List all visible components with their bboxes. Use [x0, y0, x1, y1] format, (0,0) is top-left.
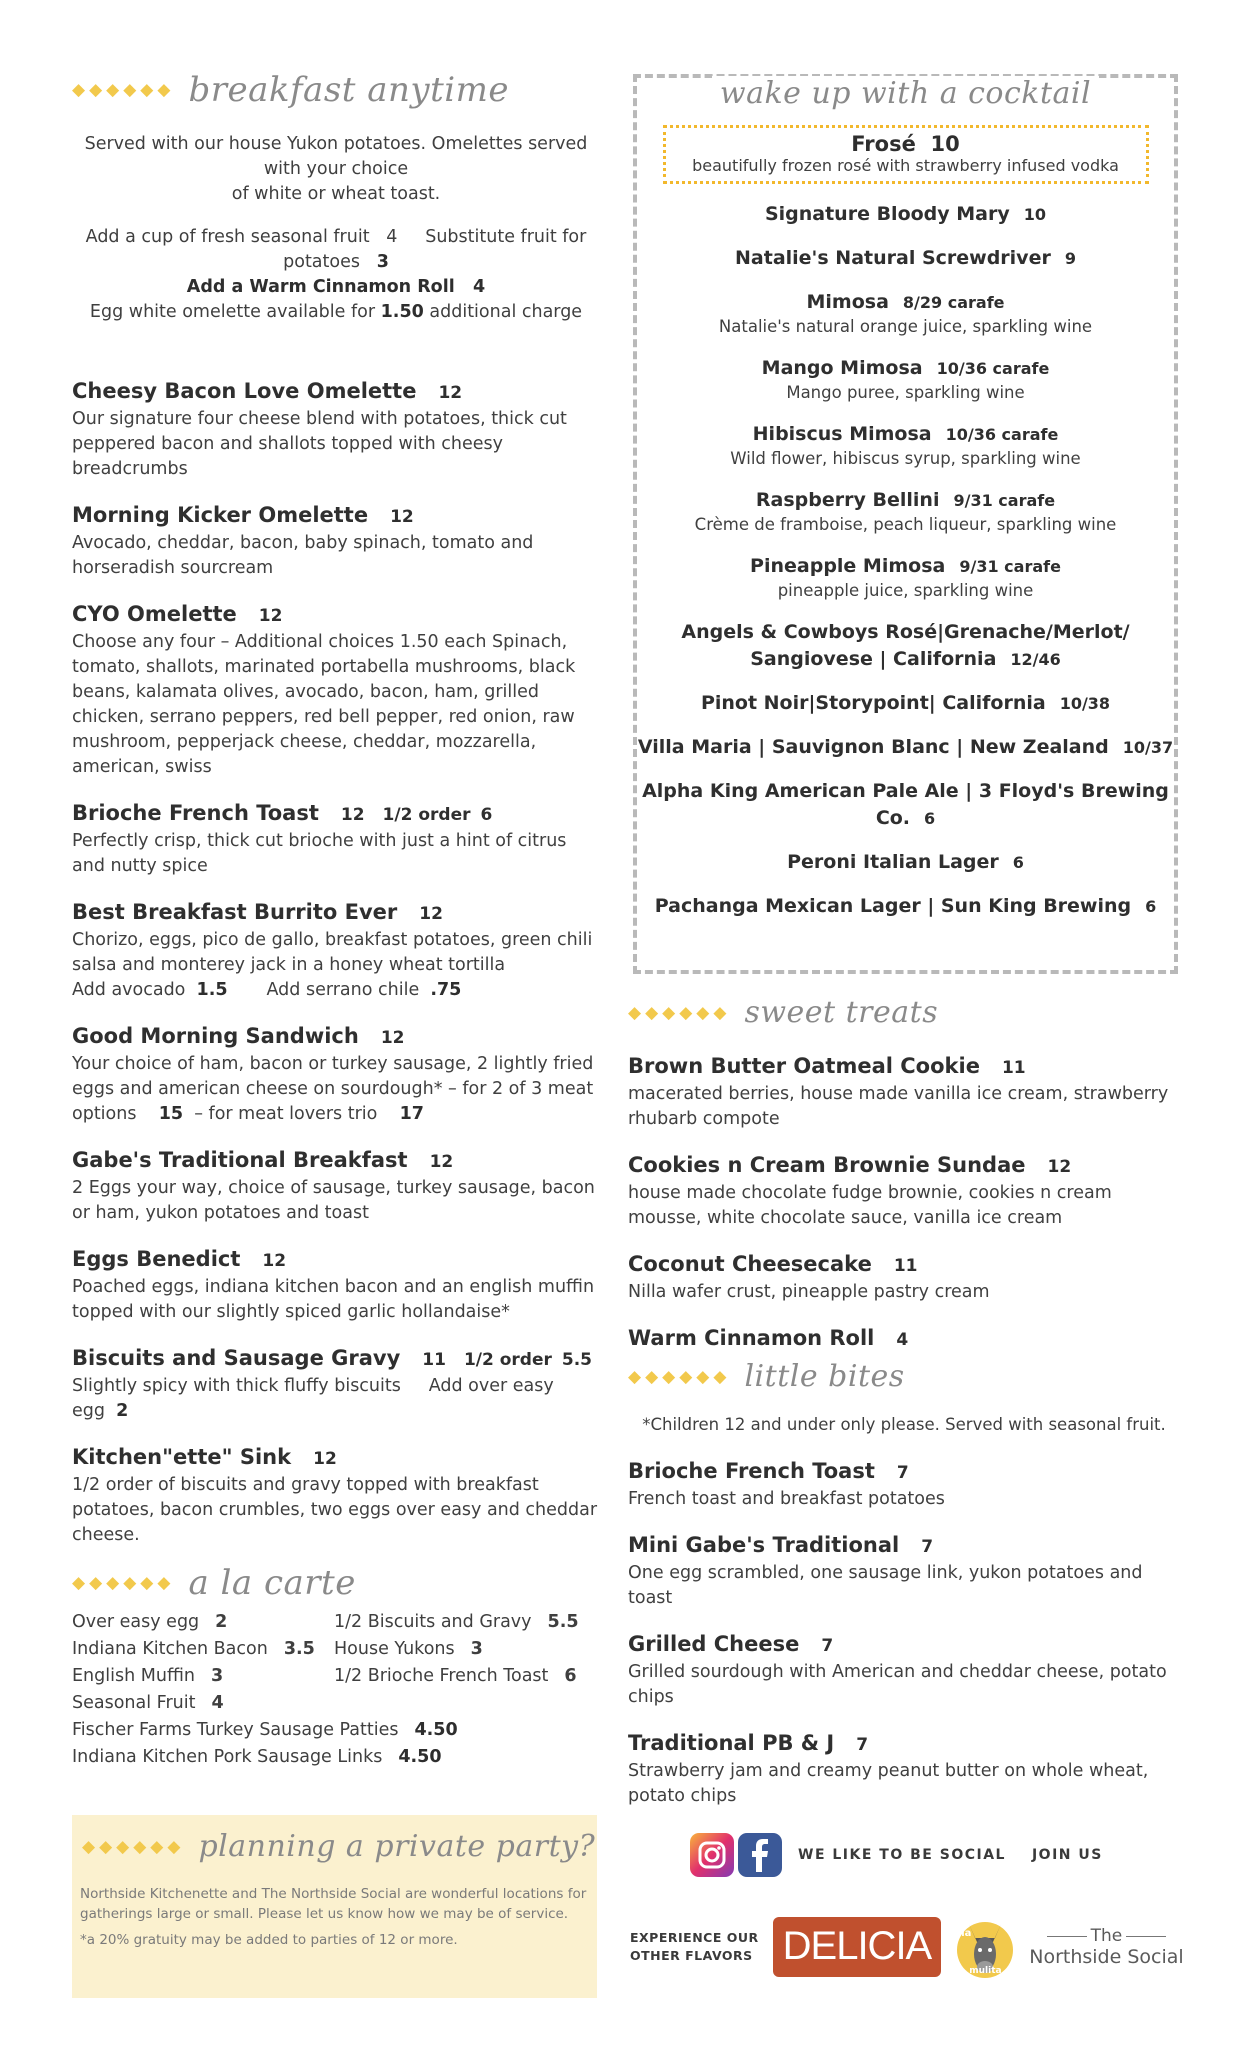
carte-item-price: 4.50	[398, 1747, 442, 1767]
item-desc-price-1: 15	[158, 1104, 184, 1124]
social-row	[690, 1833, 1103, 1877]
drink-title	[637, 245, 1174, 272]
drink-item	[637, 619, 1174, 673]
little-heading-text: little bites	[744, 1359, 905, 1394]
drink-price: 10/36 carafe	[936, 359, 1050, 378]
item-name: Biscuits and Sausage Gravy	[72, 1346, 401, 1370]
addon-avocado: Add avocado	[72, 980, 186, 1000]
carte-right	[334, 1609, 600, 1717]
drink-price: 6	[1012, 853, 1024, 872]
menu-item	[72, 1344, 600, 1424]
drink-item	[637, 245, 1174, 272]
star-divider-icon: ◆◆◆◆◆◆	[628, 1366, 731, 1387]
party-text: Northside Kitchenette and The Northside Social are wonderful locations for gatherings large or small. Please let us know how we may be of service.	[80, 1886, 587, 1922]
addon-substitute: Substitute fruit for potatoes	[283, 227, 587, 272]
addon-fruit: Add a cup of fresh seasonal fruit	[85, 227, 370, 247]
drink-desc: Natalie's natural orange juice, sparkling wine	[718, 317, 1093, 336]
item-price: 11	[422, 1350, 446, 1370]
experience-line-1: EXPERIENCE OUR	[630, 1930, 759, 1945]
item-desc: Nilla wafer crust, pineapple pastry cream	[628, 1282, 990, 1302]
drink-name: Villa Maria | Sauvignon Blanc | New Zealand	[637, 736, 1109, 758]
carte-item-name: Indiana Kitchen Bacon	[72, 1639, 268, 1659]
drink-title	[637, 619, 1174, 673]
carte-item-price: 6	[564, 1666, 577, 1686]
item-name: Morning Kicker Omelette	[72, 503, 369, 527]
addon-line-3	[72, 300, 600, 325]
carte-left	[72, 1609, 334, 1717]
carte-item-price: 3	[470, 1639, 483, 1659]
breakfast-heading	[72, 70, 600, 110]
addon-eggwhite-end: additional charge	[429, 302, 583, 322]
frose-feature	[663, 125, 1149, 184]
drink-price: 6	[924, 809, 936, 828]
drink-title	[637, 778, 1174, 832]
item-addons	[72, 978, 600, 1003]
drink-name: Raspberry Bellini	[755, 489, 940, 511]
addon-egg: Add over easy egg	[72, 1376, 554, 1421]
menu-item	[72, 898, 600, 1003]
carte-item-price: 4	[211, 1693, 224, 1713]
carte-item-price: 2	[215, 1612, 228, 1632]
item-title	[628, 1457, 1180, 1487]
item-name: Traditional PB & J	[628, 1731, 835, 1755]
drink-title	[637, 734, 1174, 761]
breakfast-addons	[72, 225, 600, 325]
drink-item	[637, 201, 1174, 228]
item-desc: Our signature four cheese blend with potatoes, thick cut peppered bacon and shallots topped with cheesy breadcrumbs	[72, 409, 567, 479]
menu-item	[628, 1250, 1180, 1305]
item-desc-text: Slightly spicy with thick fluffy biscuits	[72, 1376, 401, 1396]
item-desc: Choose any four – Additional choices 1.50 each Spinach, tomato, shallots, marinated portabella mushrooms, black beans, kalamata olives, avocado, bacon, ham, grilled chicken, serrano peppers, red bell pepper, red onion, raw mushroom, pepperjack cheese, cheddar, mozzarella, american, swiss	[72, 632, 576, 777]
social-icons	[690, 1833, 782, 1877]
drink-item	[637, 553, 1174, 602]
item-half-price: 6	[480, 805, 493, 825]
delicia-logo[interactable]: DELICIA	[773, 1917, 942, 1977]
item-name: Eggs Benedict	[72, 1247, 241, 1271]
item-price: 4	[896, 1330, 909, 1350]
item-price: 12	[438, 383, 463, 403]
drink-name: Mimosa	[806, 291, 889, 313]
item-half-label: 1/2 order	[382, 805, 471, 825]
party-heading-text: planning a private party?	[198, 1829, 596, 1864]
drink-price: 9	[1064, 249, 1076, 268]
drink-title	[637, 201, 1174, 228]
menu-item	[628, 1457, 1180, 1512]
item-name: Gabe's Traditional Breakfast	[72, 1148, 408, 1172]
carte-item-name: Indiana Kitchen Pork Sausage Links	[72, 1747, 383, 1767]
la-mulita-logo[interactable]	[955, 1912, 1015, 1982]
addon-egg-price: 2	[116, 1401, 129, 1421]
drink-name: Natalie's Natural Screwdriver	[735, 247, 1051, 269]
drink-name: Hibiscus Mimosa	[752, 423, 932, 445]
item-title	[72, 898, 600, 928]
item-desc: 2 Eggs your way, choice of sausage, turkey sausage, bacon or ham, yukon potatoes and toast	[72, 1178, 595, 1223]
item-name: Kitchen"ette" Sink	[72, 1445, 292, 1469]
carte-long-items	[72, 1717, 600, 1771]
item-title	[628, 1531, 1180, 1561]
carte-item	[334, 1663, 600, 1690]
item-price: 12	[262, 1251, 287, 1271]
carte-item	[72, 1717, 600, 1744]
addon-line-1	[72, 225, 600, 275]
item-price: 12	[340, 805, 365, 825]
item-name: Best Breakfast Burrito Ever	[72, 900, 398, 924]
drink-price: 10	[1023, 205, 1047, 224]
carte-item	[72, 1636, 334, 1663]
item-title	[72, 799, 600, 829]
facebook-icon[interactable]	[738, 1833, 782, 1877]
item-price: 12	[429, 1152, 454, 1172]
drink-desc: Wild flower, hibiscus syrup, sparkling wine	[730, 449, 1081, 468]
menu-item	[628, 1531, 1180, 1611]
item-desc: Chorizo, eggs, pico de gallo, breakfast potatoes, green chili salsa and monterey jack in a honey wheat tortilla	[72, 930, 593, 975]
facebook-glyph-icon	[745, 1838, 775, 1872]
item-title	[628, 1729, 1180, 1759]
sweets-heading-text: sweet treats	[744, 995, 939, 1030]
addon-eggwhite-price: 1.50	[380, 302, 424, 322]
drink-name: Angels & Cowboys Rosé|Grenache/Merlot/ Sangiovese | California	[681, 621, 1130, 670]
item-desc-mid: – for meat lovers trio	[194, 1104, 378, 1124]
join-us-link[interactable]: JOIN US	[1031, 1847, 1103, 1863]
addon-line-2	[72, 275, 600, 300]
drink-item	[637, 893, 1174, 920]
cocktail-heading	[637, 76, 1174, 111]
mulita-name-text: mulita	[969, 1966, 1002, 1976]
carte-item	[72, 1690, 334, 1717]
right-column	[628, 995, 1180, 1828]
item-desc: macerated berries, house made vanilla ice cream, strawberry rhubarb compote	[628, 1084, 1169, 1129]
item-price: 12	[380, 1028, 405, 1048]
carte-item-name: Seasonal Fruit	[72, 1693, 196, 1713]
carte-item	[72, 1663, 334, 1690]
drink-price: 6	[1145, 897, 1157, 916]
item-desc	[72, 1052, 600, 1127]
carte-item-price: 4.50	[414, 1720, 458, 1740]
item-desc: Poached eggs, indiana kitchen bacon and an english muffin topped with our slightly spiced garlic hollandaise*	[72, 1277, 595, 1322]
item-price: 7	[896, 1463, 909, 1483]
item-price: 7	[856, 1735, 869, 1755]
item-desc: French toast and breakfast potatoes	[628, 1489, 945, 1509]
drink-item	[637, 421, 1174, 470]
menu-item	[628, 1729, 1180, 1809]
menu-item	[72, 1146, 600, 1226]
item-name: CYO Omelette	[72, 602, 237, 626]
drink-title	[637, 690, 1174, 717]
frose-desc: beautifully frozen rosé with strawberry infused vodka	[692, 156, 1119, 175]
item-title	[72, 1146, 600, 1176]
drink-item	[637, 778, 1174, 832]
drink-name: Peroni Italian Lager	[787, 851, 999, 873]
northside-name: Northside Social	[1029, 1946, 1184, 1968]
frose-name: Frosé	[851, 132, 916, 156]
drink-price: 9/31 carafe	[959, 557, 1061, 576]
item-title	[72, 600, 600, 630]
item-title	[628, 1250, 1180, 1280]
item-name: Mini Gabe's Traditional	[628, 1533, 900, 1557]
breakfast-items	[72, 377, 600, 1548]
addon-avocado-price: 1.5	[196, 980, 228, 1000]
item-name: Brioche French Toast	[72, 801, 319, 825]
breakfast-heading-text: breakfast anytime	[188, 70, 510, 110]
drink-desc: Mango puree, sparkling wine	[786, 383, 1025, 402]
carte-item	[334, 1609, 600, 1636]
item-name: Grilled Cheese	[628, 1632, 800, 1656]
drink-item	[637, 734, 1174, 761]
menu-item	[628, 1630, 1180, 1710]
item-desc: One egg scrambled, one sausage link, yukon potatoes and toast	[628, 1563, 1143, 1608]
frose-price: 10	[930, 132, 960, 156]
menu-item	[72, 1022, 600, 1127]
item-price: 12	[1047, 1157, 1072, 1177]
item-price: 12	[390, 507, 414, 527]
item-desc	[72, 1374, 600, 1424]
carte-item	[72, 1609, 334, 1636]
carte-item-name: English Muffin	[72, 1666, 195, 1686]
item-title	[72, 501, 600, 531]
addon-substitute-price: 3	[376, 252, 389, 272]
item-title	[72, 1245, 600, 1275]
addon-cinnamon-price: 4	[473, 277, 486, 297]
social-text: WE LIKE TO BE SOCIAL	[798, 1847, 1006, 1863]
carte-heading-text: a la carte	[188, 1563, 356, 1603]
star-divider-icon: ◆◆◆◆◆◆	[72, 80, 175, 100]
experience-text	[630, 1929, 759, 1965]
drink-item	[637, 849, 1174, 876]
drink-price: 9/31 carafe	[953, 491, 1056, 510]
sweets-heading	[628, 995, 1180, 1030]
item-name: Cheesy Bacon Love Omelette	[72, 379, 417, 403]
drink-name: Mango Mimosa	[761, 357, 923, 379]
intro-line-1: Served with our house Yukon potatoes. Omelettes served with your choice	[84, 134, 588, 179]
item-price: 12	[258, 606, 283, 626]
carte-item-name: Fischer Farms Turkey Sausage Patties	[72, 1720, 399, 1740]
item-name: Brown Butter Oatmeal Cookie	[628, 1054, 980, 1078]
cocktail-heading-text: wake up with a cocktail	[712, 76, 1099, 111]
party-note: *a 20% gratuity may be added to parties of 12 or more.	[80, 1932, 458, 1948]
drink-name: Alpha King American Pale Ale | 3 Floyd's Brewing Co.	[642, 780, 1169, 829]
drink-item	[637, 487, 1174, 536]
item-price: 11	[893, 1256, 918, 1276]
item-title	[628, 1151, 1180, 1181]
carte-item-name: Over easy egg	[72, 1612, 200, 1632]
breakfast-intro	[72, 132, 600, 207]
item-desc: 1/2 order of biscuits and gravy topped with breakfast potatoes, bacon crumbles, two eggs over easy and cheddar cheese.	[72, 1475, 598, 1545]
star-divider-icon: ◆◆◆◆◆◆	[82, 1836, 185, 1857]
carte-item-price: 3.5	[283, 1639, 315, 1659]
drink-title	[637, 289, 1174, 316]
drink-title	[637, 355, 1174, 382]
menu-item	[72, 501, 600, 581]
item-price: 12	[313, 1449, 337, 1469]
drink-item	[637, 355, 1174, 404]
sweets-items	[628, 1052, 1180, 1354]
addon-serrano-price: .75	[430, 980, 462, 1000]
item-name: Coconut Cheesecake	[628, 1252, 872, 1276]
drink-title	[637, 487, 1174, 514]
item-half-label: 1/2 order	[463, 1350, 552, 1370]
carte-item-name: 1/2 Brioche French Toast	[334, 1666, 549, 1686]
menu-item	[628, 1324, 1180, 1354]
menu-item	[628, 1052, 1180, 1132]
party-heading	[82, 1829, 597, 1864]
item-desc-text: Your choice of ham, bacon or turkey sausage, 2 lightly fried eggs and american cheese on sourdough* – for 2 of 3 meat options	[72, 1054, 594, 1124]
menu-item	[72, 1245, 600, 1325]
carte-heading	[72, 1563, 600, 1603]
little-items	[628, 1457, 1180, 1809]
carte-item	[72, 1744, 600, 1771]
item-desc: house made chocolate fudge brownie, cookies n cream mousse, white chocolate sauce, vanilla ice cream	[628, 1183, 1112, 1228]
frose-title	[666, 132, 1146, 156]
menu-item	[72, 600, 600, 780]
item-desc: Strawberry jam and creamy peanut butter on whole wheat, potato chips	[628, 1761, 1149, 1806]
drink-name: Pachanga Mexican Lager | Sun King Brewing	[654, 895, 1132, 917]
item-title	[72, 1443, 600, 1473]
addon-fruit-price: 4	[386, 227, 398, 247]
instagram-icon[interactable]	[690, 1833, 734, 1877]
item-name: Good Morning Sandwich	[72, 1024, 359, 1048]
drink-desc: pineapple juice, sparkling wine	[777, 581, 1034, 600]
item-title	[628, 1630, 1180, 1660]
experience-line-2: OTHER FLAVORS	[630, 1948, 753, 1963]
drink-price: 8/29 carafe	[902, 293, 1005, 312]
item-half-price: 5.5	[561, 1350, 592, 1370]
drink-name: Signature Bloody Mary	[764, 203, 1010, 225]
addon-eggwhite: Egg white omelette available for	[89, 302, 376, 322]
item-desc: Perfectly crisp, thick cut brioche with just a hint of citrus and nutty spice	[72, 831, 567, 876]
star-divider-icon: ◆◆◆◆◆◆	[628, 1002, 731, 1023]
item-desc: Avocado, cheddar, bacon, baby spinach, tomato and horseradish sourcream	[72, 533, 534, 578]
item-name: Brioche French Toast	[628, 1459, 875, 1483]
item-price: 12	[419, 904, 443, 924]
mulita-la-text: la	[961, 1928, 972, 1939]
drink-title	[637, 849, 1174, 876]
item-title	[628, 1324, 1180, 1354]
carte-item	[334, 1636, 600, 1663]
menu-item	[72, 377, 600, 482]
private-party-box	[72, 1815, 597, 1998]
cocktail-box	[633, 74, 1178, 974]
drink-price: 10/38	[1059, 694, 1111, 713]
item-desc-price-2: 17	[399, 1104, 424, 1124]
carte-list	[72, 1609, 600, 1717]
drink-price: 10/37	[1122, 738, 1174, 757]
item-title	[72, 377, 600, 407]
carte-item-price: 5.5	[547, 1612, 579, 1632]
northside-the-text: The	[1090, 1926, 1123, 1946]
drink-item	[637, 289, 1174, 338]
drink-price: 10/36 carafe	[945, 425, 1059, 444]
drink-title	[637, 893, 1174, 920]
item-title	[72, 1344, 600, 1374]
item-title	[72, 1022, 600, 1052]
drink-name: Pinot Noir|Storypoint| California	[700, 692, 1046, 714]
carte-item-price: 3	[210, 1666, 224, 1686]
item-desc: Grilled sourdough with American and cheddar cheese, potato chips	[628, 1662, 1167, 1707]
left-column	[72, 0, 600, 1771]
instagram-glyph-icon	[697, 1840, 727, 1870]
item-price: 7	[821, 1636, 834, 1656]
drink-title	[637, 553, 1174, 580]
little-heading	[628, 1359, 1180, 1394]
item-price: 11	[1001, 1058, 1026, 1078]
menu-item	[72, 799, 600, 879]
other-flavors-row	[630, 1912, 1184, 1982]
carte-item-name: 1/2 Biscuits and Gravy	[334, 1612, 532, 1632]
drink-title	[637, 421, 1174, 448]
addon-serrano: Add serrano chile	[266, 980, 420, 1000]
menu-item	[628, 1151, 1180, 1231]
intro-line-2: of white or wheat toast.	[231, 184, 441, 204]
drink-name: Pineapple Mimosa	[750, 555, 946, 577]
drink-list	[637, 201, 1174, 920]
menu-item	[72, 1443, 600, 1548]
drink-price: 12/46	[1010, 650, 1061, 669]
item-name: Warm Cinnamon Roll	[628, 1326, 875, 1350]
addon-cinnamon: Add a Warm Cinnamon Roll	[186, 277, 455, 297]
drink-item	[637, 690, 1174, 717]
carte-item-name: House Yukons	[334, 1639, 455, 1659]
item-name: Cookies n Cream Brownie Sundae	[628, 1153, 1026, 1177]
little-note: *Children 12 and under only please. Served with seasonal fruit.	[642, 1415, 1166, 1434]
star-divider-icon: ◆◆◆◆◆◆	[72, 1573, 175, 1593]
item-title	[628, 1052, 1180, 1082]
northside-social-logo[interactable]	[1029, 1926, 1183, 1968]
northside-the	[1029, 1926, 1183, 1946]
drink-desc: Crème de framboise, peach liqueur, sparkling wine	[694, 515, 1117, 534]
item-price: 7	[921, 1537, 934, 1557]
